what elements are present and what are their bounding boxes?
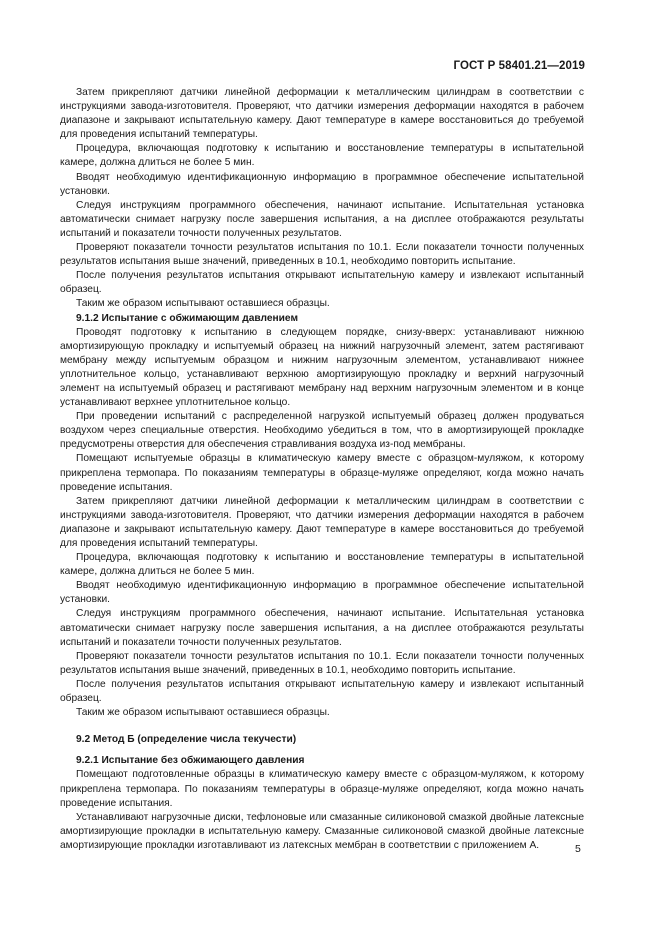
paragraph: Вводят необходимую идентификационную информацию в программное обеспечение испытательной установки. [60,580,584,606]
paragraph: Вводят необходимую идентификационную информацию в программное обеспечение испытательной установки. [60,171,584,197]
paragraph: Процедура, включающая подготовку к испытанию и восстановление температуры в испытательной камере, должна длиться не более 5 мин. [60,552,584,578]
section-heading-9-1-2: 9.1.2 Испытание с обжимающим давлением [76,312,299,324]
paragraph: Проводят подготовку к испытанию в следующем порядке, снизу-вверх: устанавливают нижнюю амортизирующую прокладку и испытуемый образец на нижний нагрузочный элемент, затем растягивают мембрану между испытуемым образцом и нижним нагрузочным элементом, устанавливают нижнее уплотнительное кольцо, устанавливают верхнюю амортизирующую прокладку и верхний нагрузочный элемент на испытуемый образец и растягивают мембрану над верхним нагрузочным элементом и в конце устанавливают верхнее уплотнительное кольцо. [60,326,584,409]
paragraph: Следуя инструкциям программного обеспечения, начинают испытание. Испытательная установка автоматически снимает нагрузку после завершения испытания, а на дисплее отображаются результаты испытаний и показатели точности полученных результатов. [60,199,584,239]
document-code-header: ГОСТ Р 58401.21—2019 [453,60,585,72]
paragraph: Следуя инструкциям программного обеспечения, начинают испытание. Испытательная установка автоматически снимает нагрузку после завершения испытания, а на дисплее отображаются результаты испытаний и показатели точности полученных результатов. [60,608,584,648]
paragraph: Проверяют показатели точности результатов испытания по 10.1. Если показатели точности полученных результатов испытания выше значений, приведенных в 10.1, необходимо повторить испытание. [60,242,584,268]
paragraph: Устанавливают нагрузочные диски, тефлоновые или смазанные силиконовой смазкой двойные латексные амортизирующие прокладки в испытательную камеру. Смазанные силиконовой смазкой двойные латексные амортизирующие прокладки изготавливают из латексных мембран в соответствии с приложением А. [60,811,584,851]
paragraph: Затем прикрепляют датчики линейной деформации к металлическим цилиндрам в соответствии с инструкциями завода-изготовителя. Проверяют, что датчики измерения деформации находятся в рабочем диапазоне и закрывают испытательную камеру. Дают температуре в камере восстановиться до требуемой для проведения испытаний температуры. [60,495,584,549]
paragraph: При проведении испытаний с распределенной нагрузкой испытуемый образец должен продуваться воздухом через специальные отверстия. Необходимо убедиться в том, что в амортизирующей прокладке предусмотрены отверстия для обеспечения стравливания воздуха из-под мембраны. [60,411,584,451]
paragraph: После получения результатов испытания открывают испытательную камеру и извлекают испытанный образец. [60,270,584,296]
document-body [60,86,584,853]
paragraph: Процедура, включающая подготовку к испытанию и восстановление температуры в испытательной камере, должна длиться не более 5 мин. [60,143,584,169]
section-heading-9-2-1: 9.2.1 Испытание без обжимающего давления [76,755,305,767]
paragraph: Таким же образом испытывают оставшиеся образцы. [76,298,330,310]
page-number: 5 [575,843,581,855]
paragraph: Таким же образом испытывают оставшиеся образцы. [76,707,330,719]
paragraph: Проверяют показатели точности результатов испытания по 10.1. Если показатели точности полученных результатов испытания выше значений, приведенных в 10.1, необходимо повторить испытание. [60,650,584,676]
paragraph: Затем прикрепляют датчики линейной деформации к металлическим цилиндрам в соответствии с инструкциями завода-изготовителя. Проверяют, что датчики измерения деформации находятся в рабочем диапазоне и закрывают испытательную камеру. Дают температуре в камере восстановиться до требуемой для проведения испытаний температуры. [60,87,584,141]
paragraph: Помещают подготовленные образцы в климатическую камеру вместе с образцом-муляжом, к которому прикреплена термопара. По показаниям температуры в образце-муляже определяют, когда можно начать проведение испытания. [60,769,584,809]
section-heading-9-2: 9.2 Метод Б (определение числа текучести) [76,734,297,746]
paragraph: После получения результатов испытания открывают испытательную камеру и извлекают испытанный образец. [60,678,584,705]
paragraph: Помещают испытуемые образцы в климатическую камеру вместе с образцом-муляжом, к которому прикреплена термопара. По показаниям температуры в образце-муляже определяют, когда можно начать проведение испытания. [60,453,584,493]
